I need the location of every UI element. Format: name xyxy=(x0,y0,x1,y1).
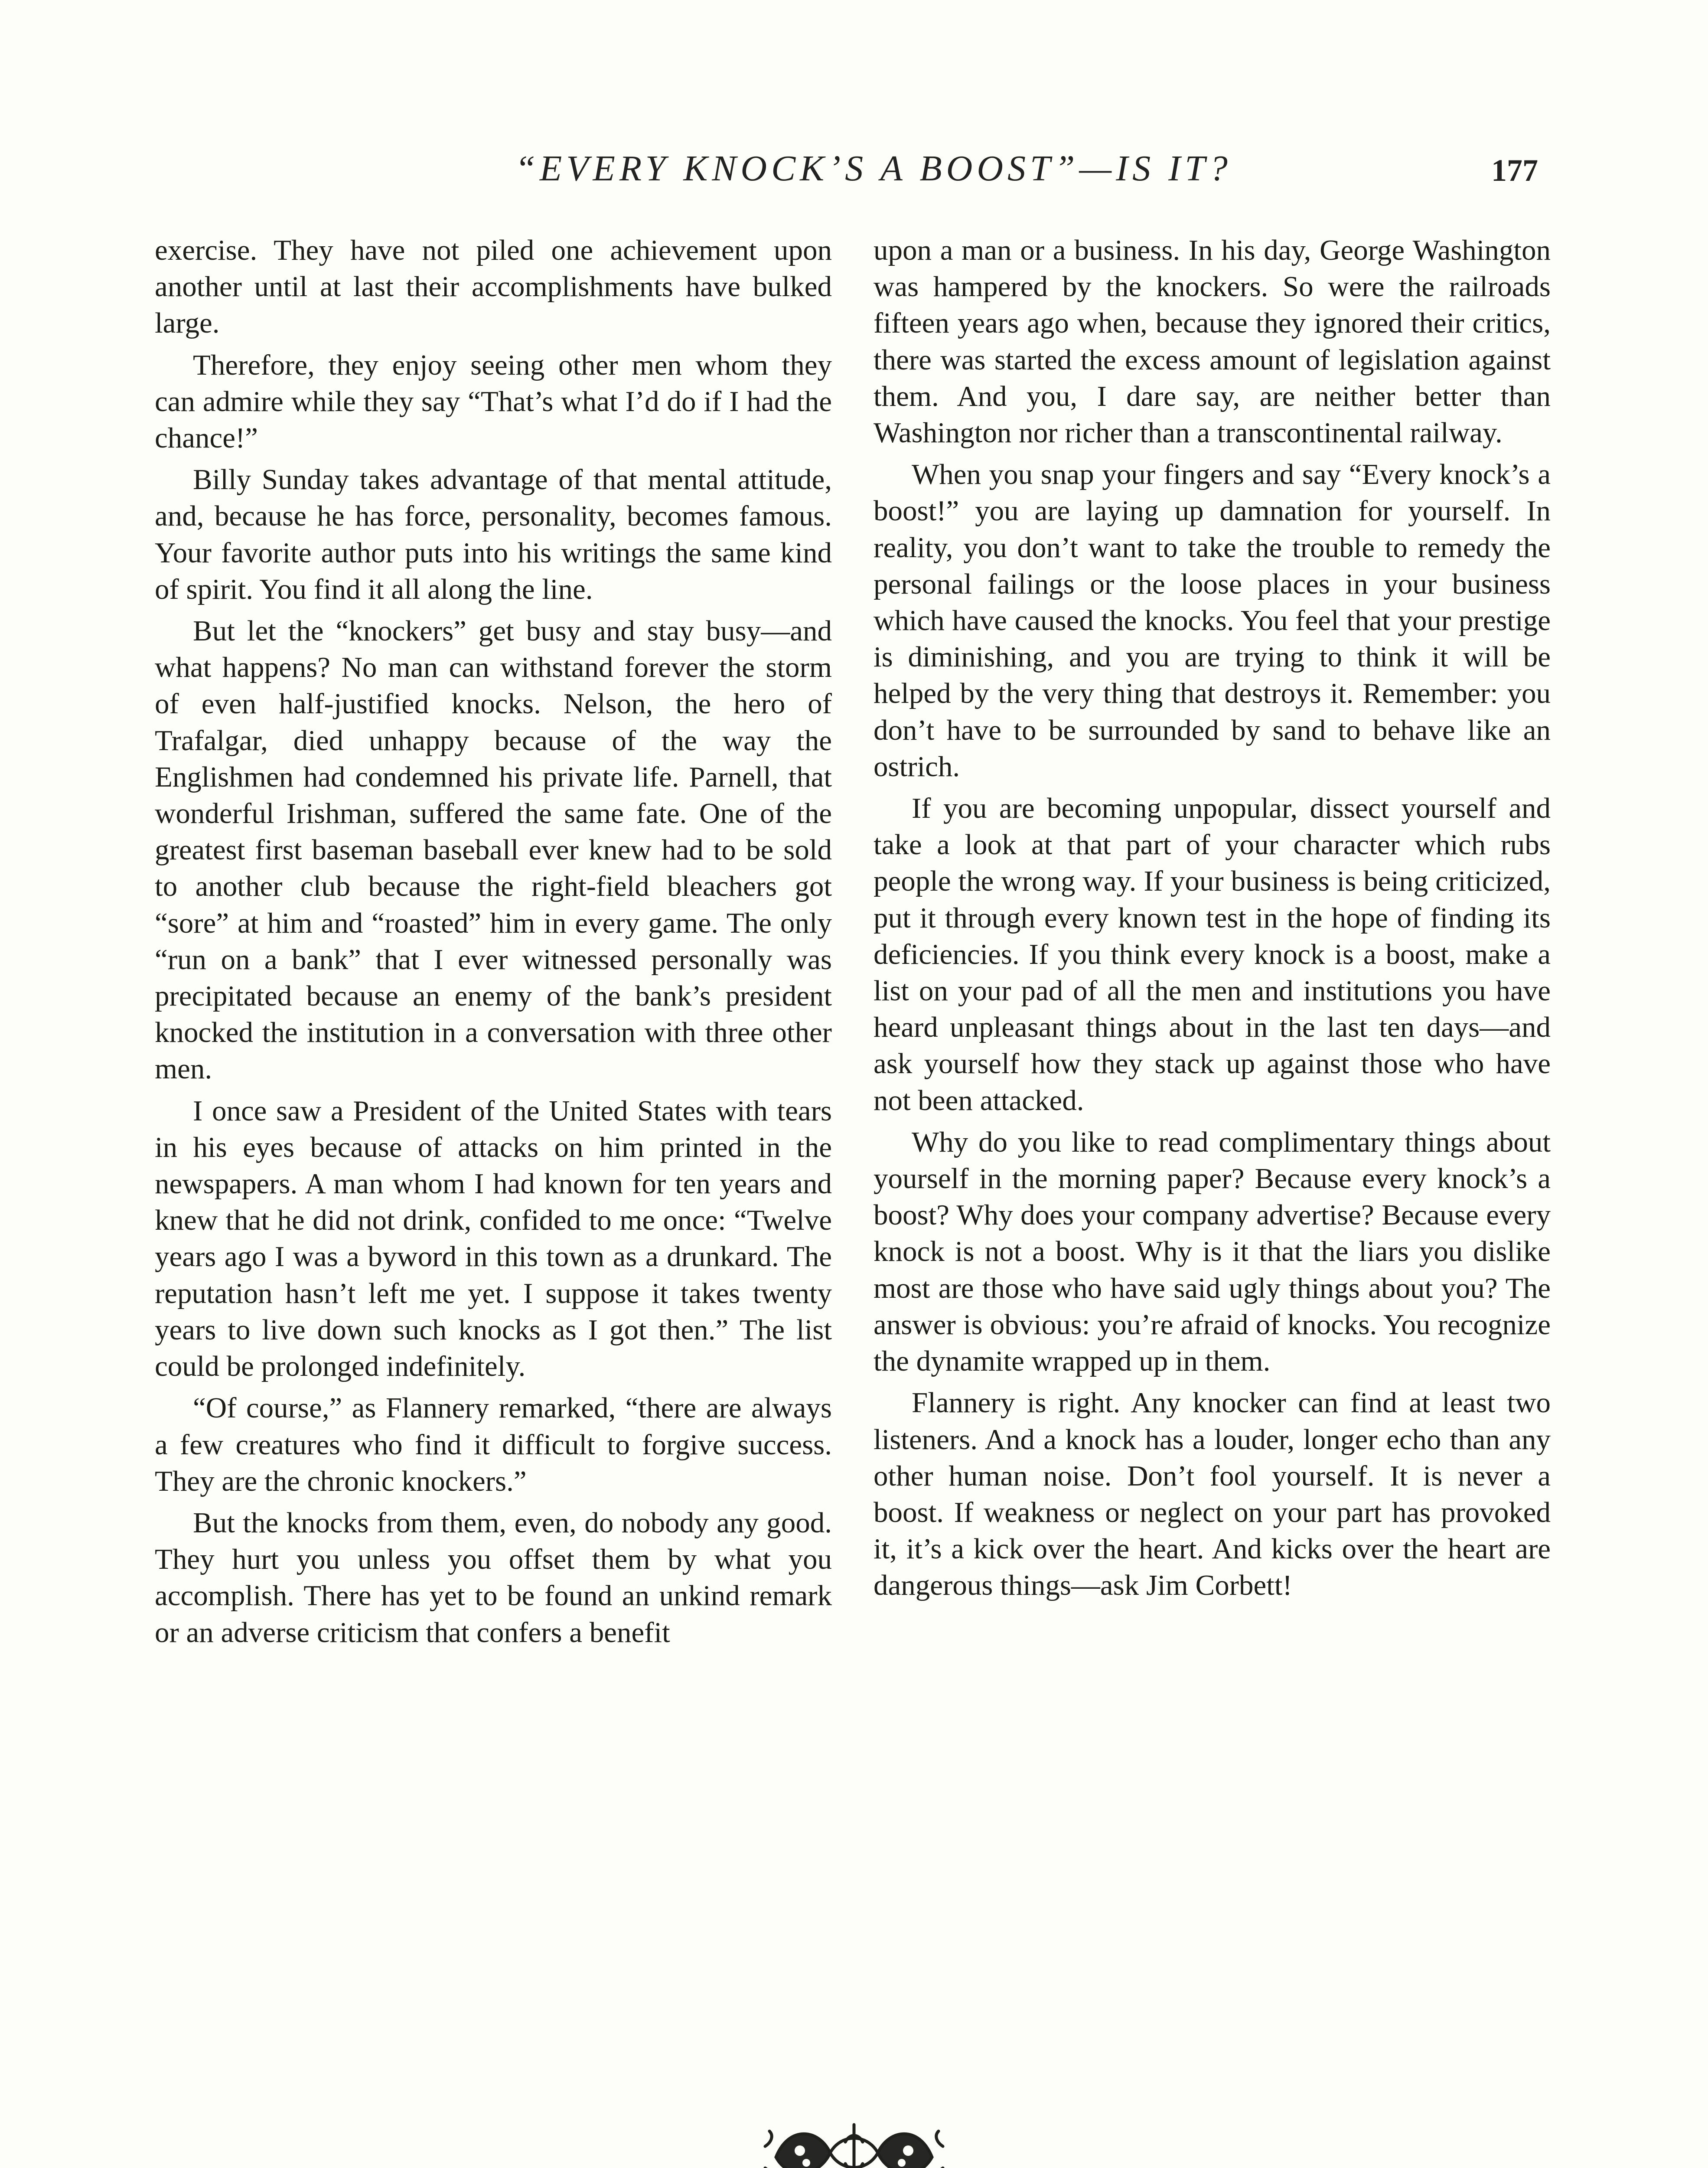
running-title: “EVERY KNOCK’S A BOOST”—IS IT? xyxy=(515,148,1232,189)
floral-vignette-icon xyxy=(759,2116,949,2168)
paragraph: I once saw a President of the United States with tears in his eyes because of attacks on him printed in the newspapers. A man whom I had known for ten years and knew that he did not drink, confided to me once: “Twelve years ago I was a byword in this town as a drunkard. The reputation hasn’t left me yet. I suppose it takes twenty years to live down such knocks as I got then.” The list could be prolonged indefinitely. xyxy=(155,1094,832,1383)
paragraph: When you snap your fingers and say “Every knock’s a boost!” you are laying up damnation for yourself. In reality, you don’t want to take the trouble to remedy the personal failings or the loose places in your business which have caused the knocks. You feel that your prestige is diminishing, and you are trying to think it will be helped by the very thing that destroys it. Remember: you don’t have to be surrounded by sand to behave like an ostrich. xyxy=(874,458,1551,783)
page-number: 177 xyxy=(1491,153,1538,188)
paragraph: upon a man or a business. In his day, George Washington was hampered by the knockers. So were the railroads fifteen years ago when, because they ignored their critics, there was started the excess amount of legislation against them. And you, I dare say, are neither better than Washington nor richer than a transcontinental railway. xyxy=(874,234,1551,449)
paragraph: Billy Sunday takes advantage of that mental attitude, and, because he has force, personality, becomes famous. Your favorite author puts into his writings the same kind of spirit. You find it all along the line. xyxy=(155,464,832,605)
right-column xyxy=(874,232,1551,1609)
paragraph: “Of course,” as Flannery remarked, “there are always a few creatures who find it difficult to forgive success. They are the chronic knockers.” xyxy=(155,1392,832,1497)
paragraph: But the knocks from them, even, do nobody any good. They hurt you unless you offset them by what you accomplish. There has yet to be found an unkind remark or an adverse criticism that confers a benefit xyxy=(155,1506,832,1649)
paragraph: But let the “knockers” get busy and stay busy—and what happens? No man can withstand forever the storm of even half-justified knocks. Nelson, the hero of Trafalgar, died unhappy because of the way the Englishmen had condemned his private life. Parnell, that wonderful Irishman, suffered the same fate. One of the greatest first baseman baseball ever knew had to be sold to another club because the right-field bleachers got “sore” at him and “roasted” him in every game. The only “run on a bank” that I ever witnessed personally was precipitated because an enemy of the bank’s president knocked the institution in a conversation with three other men. xyxy=(155,615,832,1085)
paragraph: Therefore, they enjoy seeing other men whom they can admire while they say “That’s what I’d do if I had the chance!” xyxy=(155,349,832,454)
paragraph: Why do you like to read complimentary things about yourself in the morning paper? Because every knock’s a boost? Why does your company advertise? Because every knock is not a boost. Why is it that the liars you dislike most are those who have said ugly things about you? The answer is obvious: you’re afraid of knocks. You recognize the dynamite wrapped up in them. xyxy=(874,1126,1551,1378)
paragraph: Flannery is right. Any knocker can find at least two listeners. And a knock has a louder, longer echo than any other human noise. Don’t fool yourself. It is never a boost. If weakness or neglect on your part has provoked it, it’s a kick over the heart. And kicks over the heart are dangerous things—ask Jim Corbett! xyxy=(874,1387,1551,1602)
paragraph: exercise. They have not piled one achievement upon another until at last their accomplishments have bulked large. xyxy=(155,234,832,340)
left-column xyxy=(155,232,832,1656)
paragraph: If you are becoming unpopular, dissect yourself and take a look at that part of your character which rubs people the wrong way. If your business is being criticized, put it through every known test in the hope of finding its deficiencies. If you think every knock is a boost, make a list on your pad of all the men and institutions you have heard unpleasant things about in the last ten days—and ask yourself how they stack up against those who have not been attacked. xyxy=(874,792,1551,1117)
